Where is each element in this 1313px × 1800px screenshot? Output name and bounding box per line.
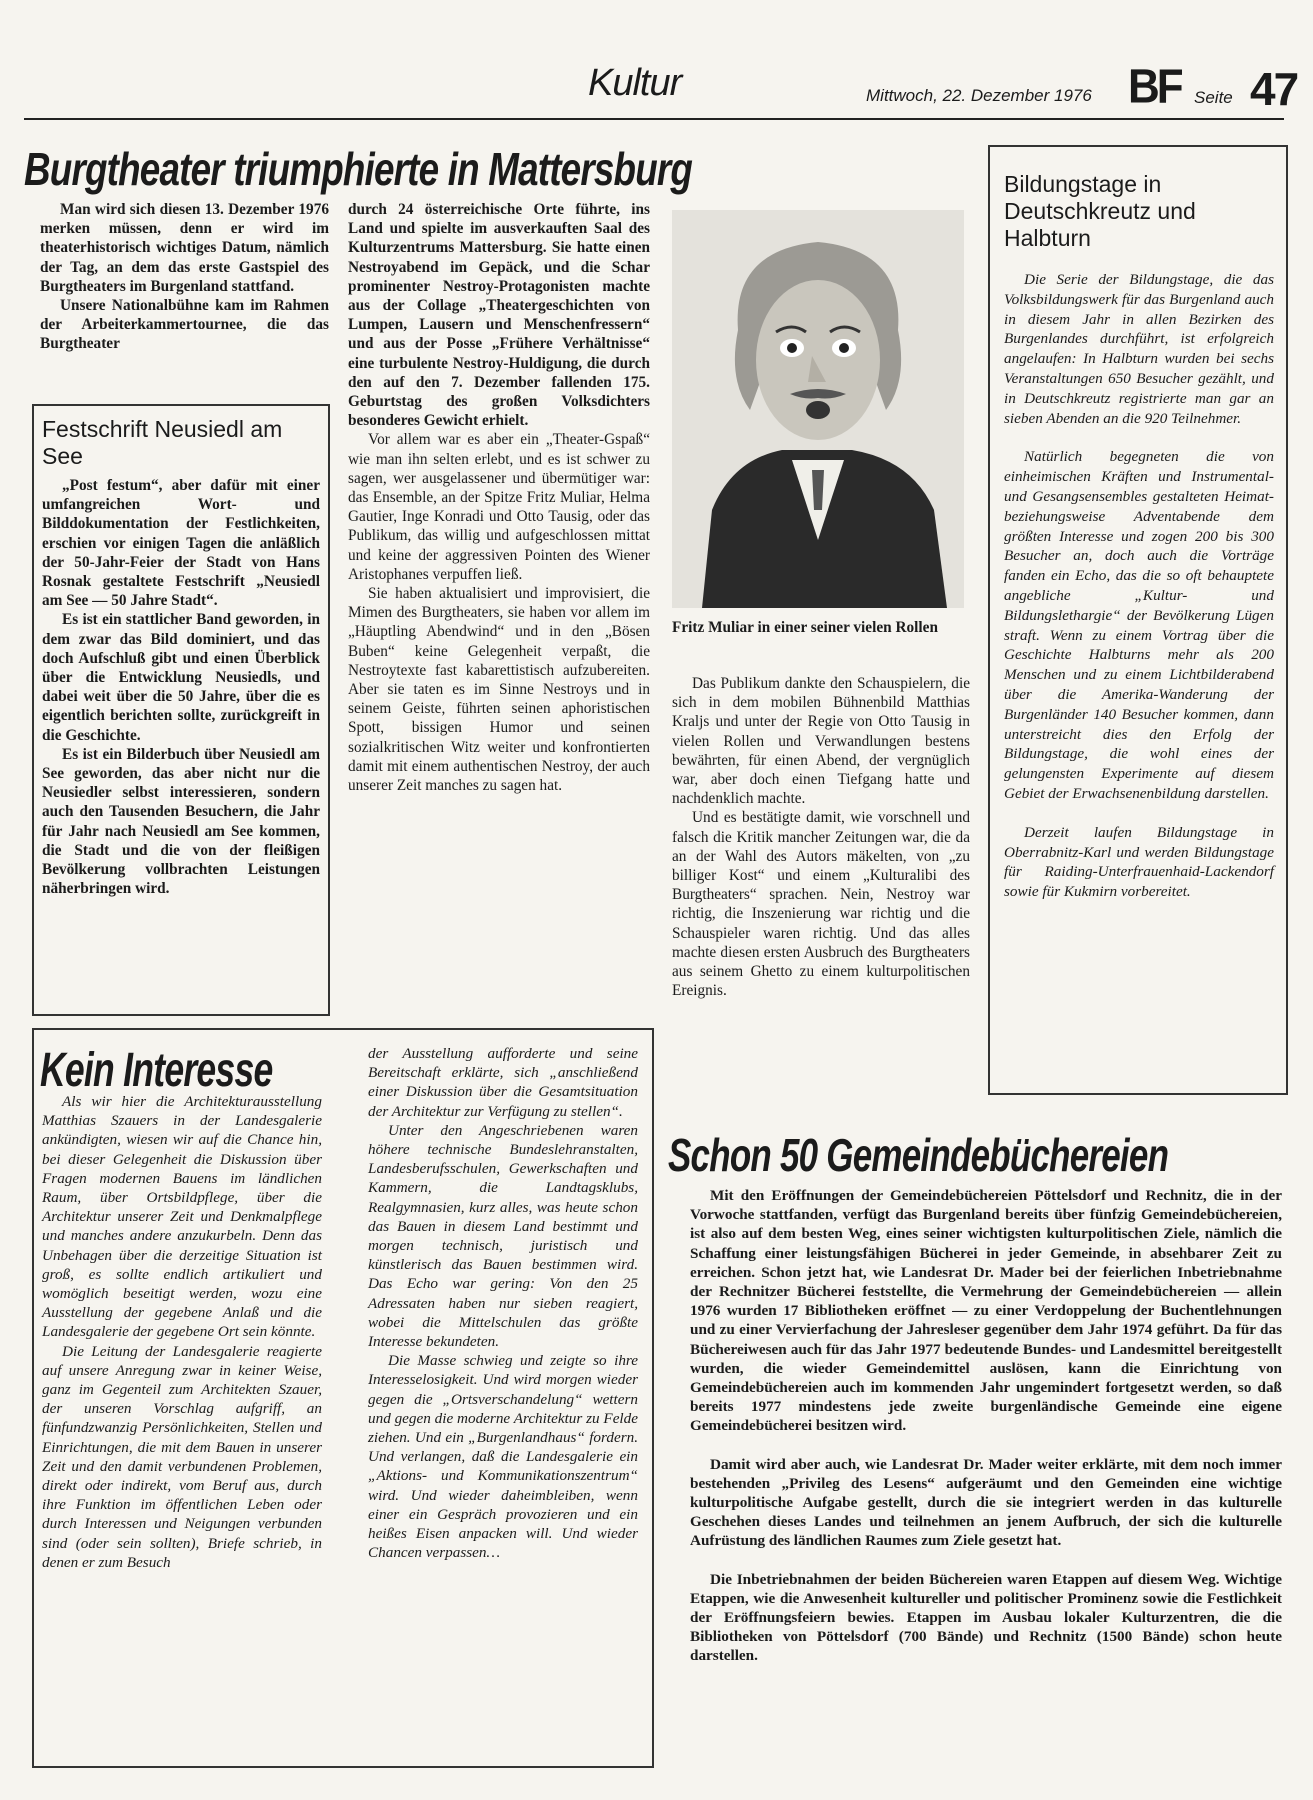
paragraph: Die Masse schwieg und zeigte so ihre Interesselosigkeit. Und wird morgen wieder gegen die „Ortsverschandelung“ wettern und gegen die moderne Architektur zu Felde ziehen. Und ein „Burgenlandhaus“ fordern. Und verlangen, daß die Landesgalerie ein „Aktions- und Kommunikationszentrum“ wird. Und wieder daheimbleiben, wenn einer ein Gespräch provozieren und ein heißes Eisen anpacken will. Und wieder Chancen verpassen… [368,1352,638,1562]
photo-fritz-muliar [672,210,964,608]
paragraph: Derzeit laufen Bildungstage in Oberrabnitz-Karl und werden Bildungstage für Raiding-Unterfrauenhaid-Lackendorf sowie für Kukmirn vorbereitet. [1004,823,1274,901]
paragraph: Sie haben aktualisiert und improvisiert, die Mimen des Burgtheaters, sie haben vor allem im „Häuptling Abendwind“ und in den „Bösen Buben“ keine Gelegenheit verpaßt, die Nestroytexte fast kabarettistisch aufzubereiten. Aber sie taten es im Sinne Nestroys und in seinem Geiste, führten seinen aphoristischen Spott, bissigen Humor und seinen sozialkritischen Witz weiter und konfrontierten damit mit einem authentischen Nestroy, der auch unserer Zeit manches zu sagen hat. [348,585,650,795]
paragraph: „Post festum“, aber dafür mit einer umfangreichen Wort- und Bilddokumentation der Festlichkeiten, erschien vor einigen Tagen die anläßlich der 50-Jahr-Feier der Stadt von Hans Rosnak gestaltete Festschrift „Neusiedl am See — 50 Jahre Stadt“. [42,477,320,610]
paragraph: durch 24 österreichische Orte führte, ins Land und spielte im ausverkauften Saal des Kulturzentrums Mattersburg. Sie hatte einen Nestroyabend im Gepäck, und die Schar prominenter Nestroy-Protagonisten machte aus der Collage „Theatergeschichten von Lumpen, Lausern und Menschenfressern“ und aus der Posse „Frühere Verhältnisse“ eine turbulente Nestroy-Huldigung, die durch den auf den 7. Dezember fallenden 175. Geburtstag des großen Volksdichters besonderes Gewicht erhielt. [348,201,650,430]
paragraph: Die Serie der Bildungstage, die das Volksbildungswerk für das Burgenland auch in diesem Jahr in allen Bezirken des Burgenlandes durchführt, ist erfolgreich angelaufen: In Halbturn wurden bei sechs Veranstaltungen 650 Besucher gezählt, und in Deutschkreutz registrierte man gar an sieben Abenden an die 920 Teilnehmer. [1004,271,1274,427]
paragraph: Und es bestätigte damit, wie vorschnell und falsch die Kritik mancher Zeitungen war, die da an der Wahl des Autors mäkelten, von „zu billiger Kost“ und einem „Kulturalibi des Burgtheaters“ sprachen. Nein, Nestroy war richtig, die Inszenierung war richtig und die Schauspieler waren richtig. Und das alles machte diesen ersten Ausbruch des Burgtheaters aus seinem Ghetto zu einem kulturpolitischen Ereignis. [672,809,970,1000]
kein-interesse-column-2 [368,1044,638,1562]
bildungstage-title: Bildungstage in Deutschkreutz und Halbturn [1004,171,1196,251]
paragraph: Mit den Eröffnungen der Gemeindebüchereien Pöttelsdorf und Rechnitz, die in der Vorwoche stattfanden, verfügt das Burgenland bereits über fünfzig Gemeindebüchereien, ist also auf dem besten Weg, eines seiner wichtigsten kulturpolitischen Ziele, nämlich die Schaffung einer leistungsfähigen Bücherei in jeder Gemeinde, in absehbarer Zeit zu erreichen. Schon jetzt hat, wie Landesrat Dr. Mader bei der feierlichen Inbetriebnahme der Rechnitzer Bücherei feststellte, die Vermehrung der Gemeindebüchereien — allein 1976 wurden 17 Bibliotheken eröffnet — zu einer Verdoppelung der Buchentlehnungen und zu einer Vervierfachung der Jahresleser gegenüber dem Jahr 1974 geführt. Da für das Büchereiwesen auch für das Jahr 1977 bedeutende Bundes- und Landesmittel bereitgestellt wurden, die wieder Gemeindemittel auslösen, kann die Einrichtung von Gemeindebüchereien auch im kommenden Jahr ungemindert fortgesetzt werden, so daß bereits 1977 mindestens jede zweite burgenländische Gemeinde eine eigene Gemeindebücherei besitzen wird. [690,1187,1282,1435]
paragraph: Natürlich begegneten die von einheimischen Kräften und Instrumental- und Gesangsensembles gestalteten Heimat- beziehungsweise Adventabende dem größten Interesse und zogen 200 bis 300 Besucher an, doch auch die Vorträge fanden ein Echo, das die so oft behauptete angebliche „Kultur- und Bildungslethargie“ der Bevölkerung Lügen straft. Wenn zu einem Vortrag über die Geschichte Halbturns mehr als 200 Menschen und zu einem Lichtbilderabend über die Amerika-Wanderung der Burgenländer 140 Besucher kommen, dann unterstreicht dies den Erfolg der Bildungstage, die wohl eines der gelungensten Experimente auf diesem Gebiet der Erwachsenenbildung darstellen. [1004,448,1274,802]
main-article-column-2 [348,200,650,795]
paragraph: Man wird sich diesen 13. Dezember 1976 merken müssen, denn er wird im theaterhistorisch wichtiges Datum, nämlich der Tag, an dem das erste Gastspiel des Burgtheaters im Burgenland stattfand. [40,201,329,295]
main-article-column-3 [672,674,970,1000]
header-rule [24,118,1284,120]
page-label: Seite [1194,88,1233,107]
paragraph: Als wir hier die Architekturausstellung Matthias Szauers in der Landesgalerie ankündigten, wiesen wir auf die Chance hin, bei dieser Gelegenheit die Diskussion über Fragen modernen Bauens im ländlichen Raum, über Ortsbildpflege, über die Architektur unserer Zeit und Denkmalpflege und manches andere anzukurbeln. Denn das Unbehagen über die derzeitige Situation ist groß, es sollte endlich artikuliert und womöglich beseitigt werden, wozu eine Ausstellung der gegebene Anlaß und die Landesgalerie der gegebene Ort sein könnte. [42,1093,322,1341]
main-article-intro [40,200,329,354]
festschrift-body [42,476,320,898]
bildungstage-body [1004,270,1274,902]
paragraph: Das Publikum dankte den Schauspielern, die sich in dem mobilen Bühnenbild Matthias Kraljs und unter der Regie von Otto Tausig in vielen Rollen und Verwandlungen bestens bewährten, für einen Abend, der vergnüglich war, aber doch einen Tiefgang hatte und nachdenklich machte. [672,675,970,808]
photo-caption: Fritz Muliar in einer seiner vielen Rollen [672,619,938,636]
festschrift-box [32,404,330,1016]
bildungstage-box [988,145,1288,1095]
kein-interesse-headline: Kein Interesse [40,1044,273,1097]
paragraph: Es ist ein stattlicher Band geworden, in dem zwar das Bild dominiert, und das doch Aufschluß gibt und einen Überblick über die Entwicklung Neusiedls, und dabei weit über die 50 Jahre, über die es eigentlich berichten sollte, zurückgreift in die Geschichte. [42,611,320,744]
newspaper-logo: BF [1128,59,1181,114]
paragraph: Die Inbetriebnahmen der beiden Büchereien waren Etappen auf diesem Weg. Wichtige Etappen, wie die Anwesenheit kultureller und politischer Prominenz sowie die Festlichkeit der Eröffnungsfeiern bewies. Etappen im Ausbau lokaler Kulturzentren, die die Bibliotheken von Pöttelsdorf (700 Bände) und Rechnitz (1500 Bände) schon heute darstellen. [690,1570,1282,1665]
gemeindebuechereien-body [690,1186,1282,1685]
portrait-illustration [672,210,964,608]
paragraph: der Ausstellung aufforderte und seine Bereitschaft erklärte, sich „anschließend einer Diskussion über die Gesamtsituation der Architektur zur Verfügung zu stellen“. [368,1045,638,1120]
section-title: Kultur [588,62,682,104]
paragraph: Unter den Angeschriebenen waren höhere technische Bundeslehranstalten, Landesberufsschulen, Gewerkschaften und Kammern, die Landtagsklubs, Realgymnasien, kurz alles, was heute schon das Bauen in diesem Land bestimmt und morgen technisch, juristisch und künstlerisch das Bauen bestimmen wird. Das Echo war gering: Von den 25 Adressaten haben nur sieben reagiert, wobei die Mittelschulen das größte Interesse bekundeten. [368,1121,638,1351]
paragraph: Es ist ein Bilderbuch über Neusiedl am See geworden, das aber nicht nur die Neusiedler selbst interessieren, sondern auch den Tausenden Besuchern, die Jahr für Jahr nach Neusiedl am See kommen, die Stadt und die von der fleißigen Bevölkerung vollbrachten Leistungen näherbringen wird. [42,745,320,898]
issue-date: Mittwoch, 22. Dezember 1976 [866,86,1092,105]
festschrift-title: Festschrift Neusiedl am See [42,416,283,469]
page-number: 47 [1250,63,1298,115]
paragraph: Damit wird aber auch, wie Landesrat Dr. Mader weiter erklärte, mit dem noch immer bestehenden „Privileg des Lesens“ aufgeräumt und den Gemeinden eine wichtige kulturpolitische Aufgabe gestellt, durch die sie integriert werden in das kulturelle Geschehen dieses Landes und teilnehmen an jenem Aufbruch, der sich die kulturelle Aufrüstung des ländlichen Raumes zum Ziele gesetzt hat. [690,1455,1282,1550]
paragraph: Vor allem war es aber ein „Theater-Gspaß“ wie man ihn selten erlebt, und es ist schwer zu sagen, wer ausgelassener und übermütiger war: das Ensemble, an der Spitze Fritz Muliar, Helma Gautier, Inge Konradi und Otto Tausig, oder das Publikum, das willig und aufgeschlossen mittat und keine der aggressiven Pointen des Wiener Aristophanes verpuffen ließ. [348,431,650,583]
paragraph: Die Leitung der Landesgalerie reagierte auf unsere Anregung zwar in keiner Weise, ganz im Gegenteil zum Architekten Szauer, der unseren Vorschlag aufgriff, an fünfundzwanzig Persönlichkeiten, Stellen und Einrichtungen, die mit dem Bauen in unserer Zeit und den damit verbundenen Problemen, direkt oder indirekt, vom Beruf aus, durch ihre Funktion im öffentlichen Leben oder durch Interessen und Neigungen verbunden sind (oder sein sollten), Briefe schrieb, in denen er zum Besuch [42,1342,322,1571]
main-headline: Burgtheater triumphierte in Mattersburg [24,143,693,195]
paragraph: Unsere Nationalbühne kam im Rahmen der Arbeiterkammertournee, die das Burgtheater [40,297,329,353]
kein-interesse-column-1 [42,1092,322,1572]
gemeindebuechereien-headline: Schon 50 Gemeindebüchereien [668,1129,1169,1181]
